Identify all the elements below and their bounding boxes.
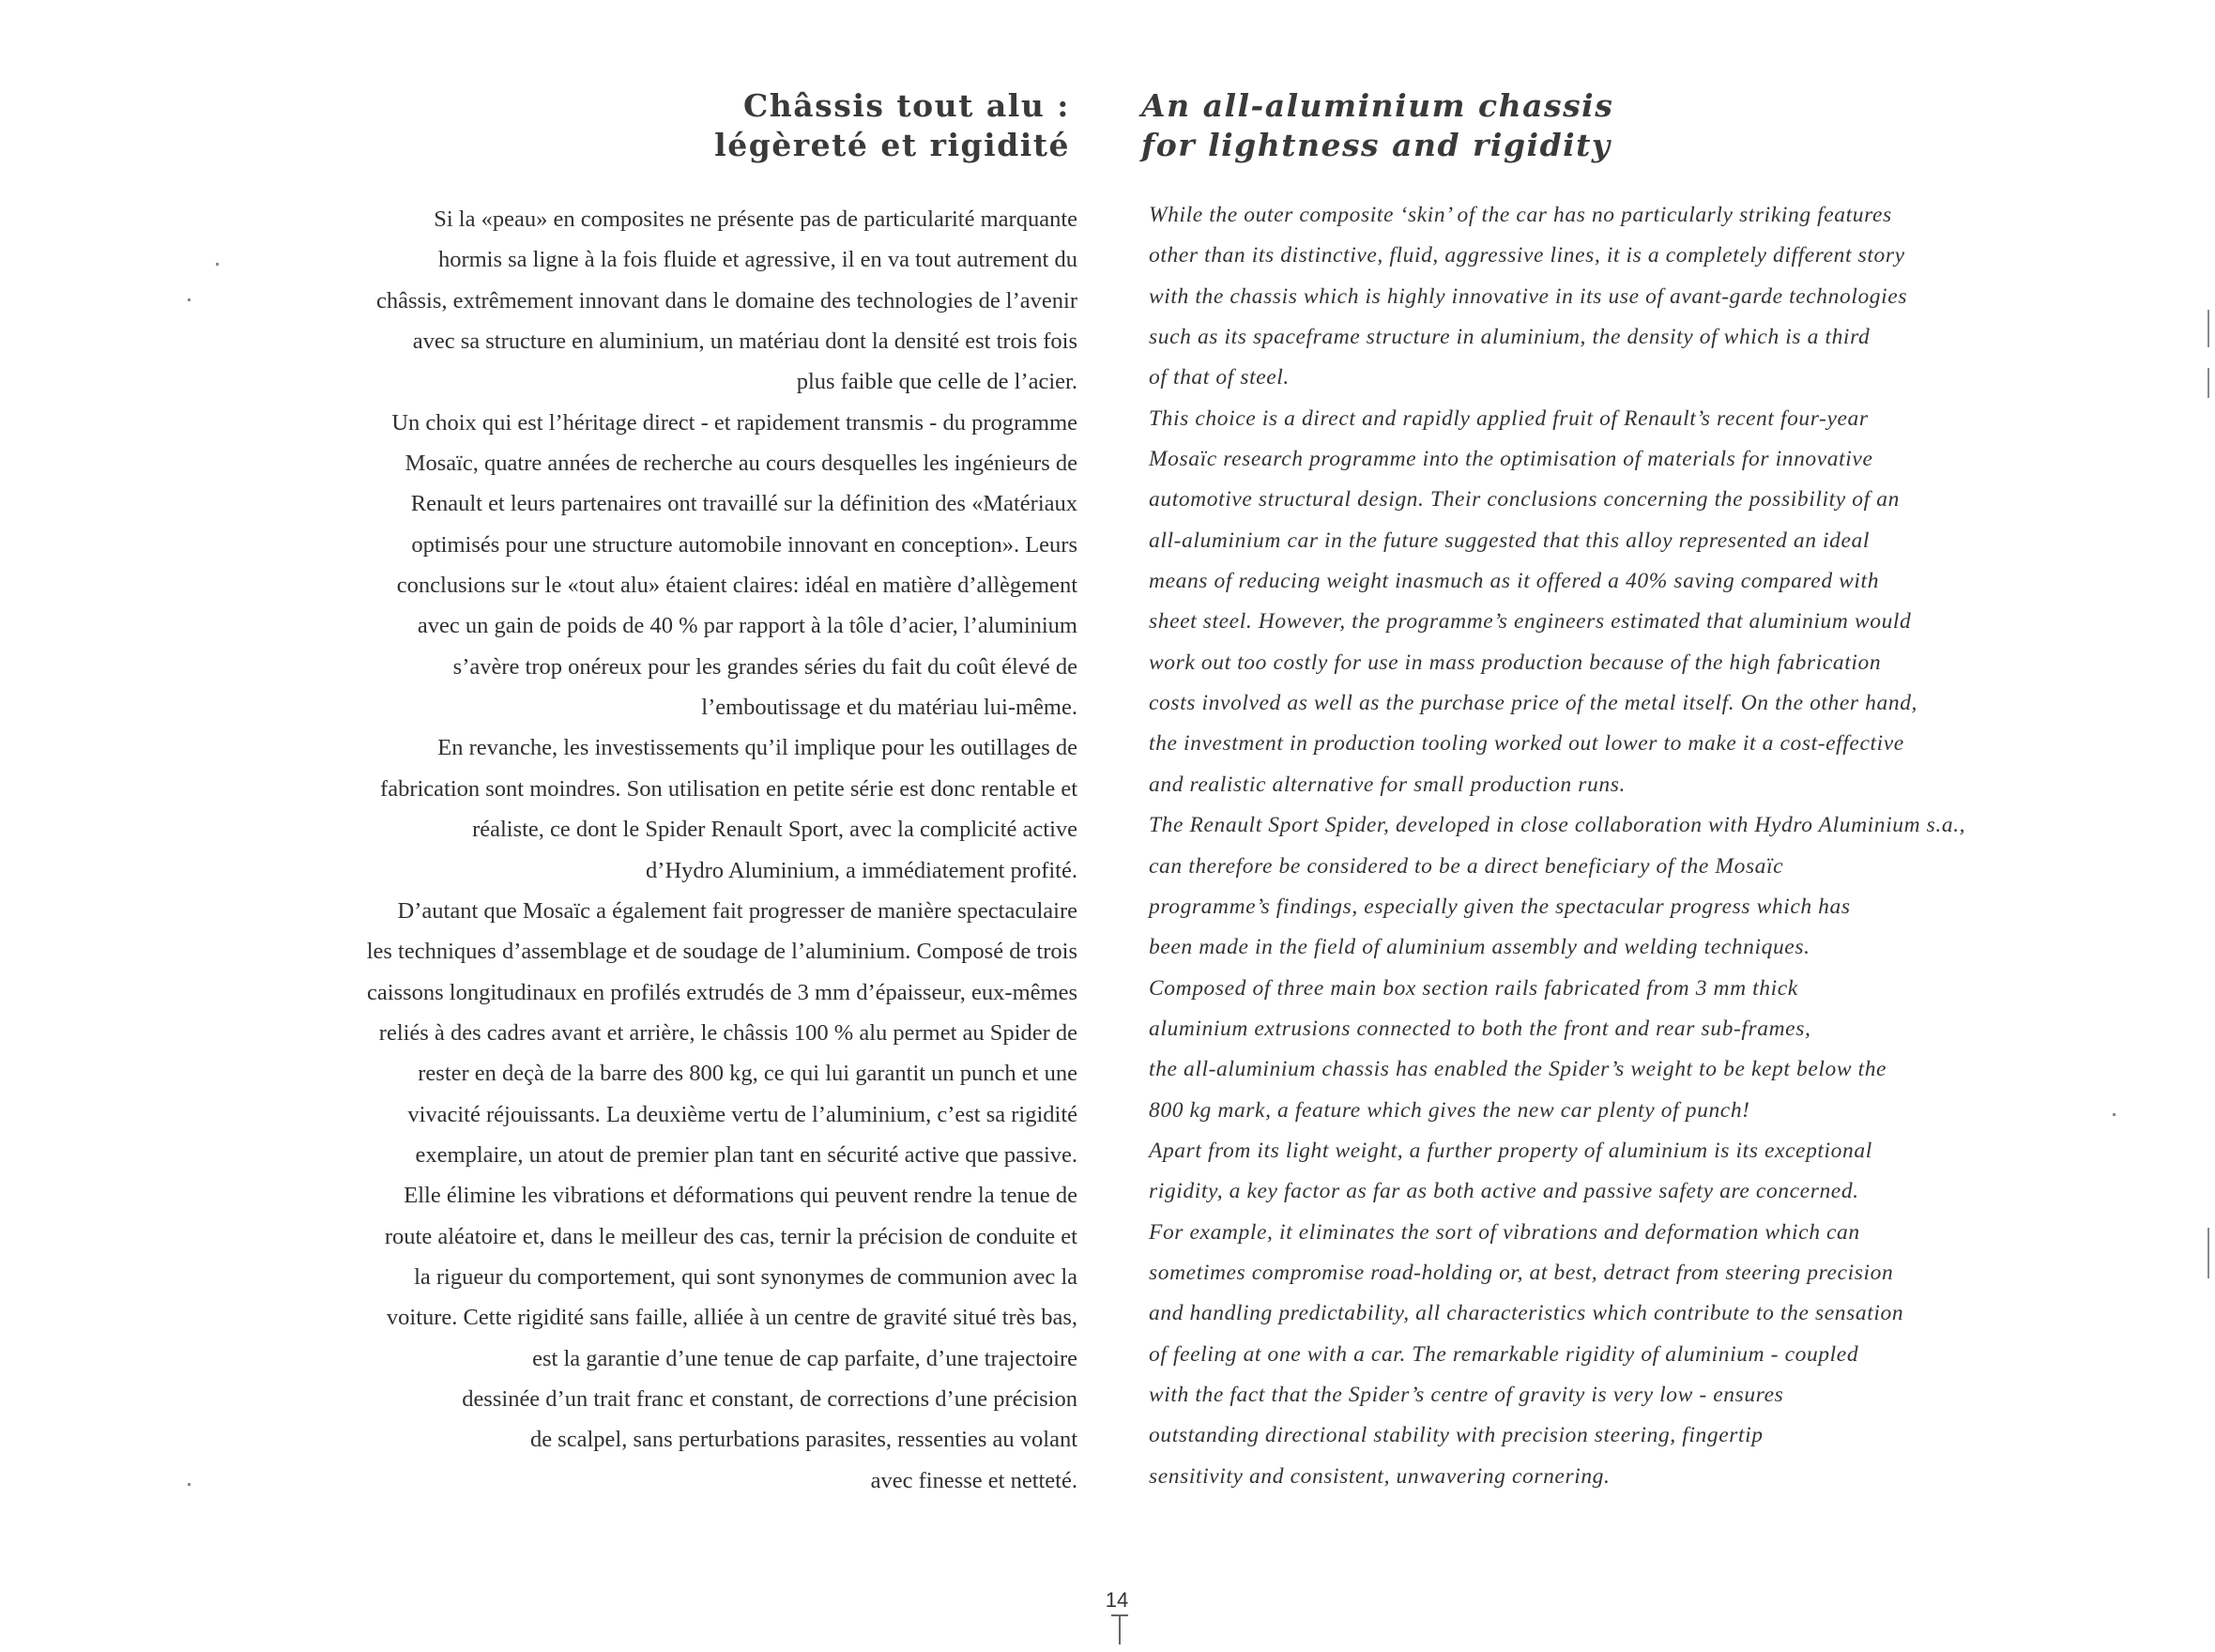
english-heading <box>1141 86 1798 165</box>
french-text-line: voiture. Cette rigidité sans faille, alliée à un centre de gravité situé très bas, <box>386 1305 1077 1331</box>
french-text-line: hormis sa ligne à la fois fluide et agressive, il en va tout autrement du <box>437 247 1077 273</box>
french-text-line: caissons longitudinaux en profilés extrudés de 3 mm d’épaisseur, eux-mêmes <box>367 979 1077 1005</box>
english-text-line: means of reducing weight inasmuch as it offered a 40% saving compared with <box>1149 569 1880 594</box>
french-text-line: conclusions sur le «tout alu» étaient claires: idéal en matière d’allègement <box>396 573 1077 599</box>
french-text-line: route aléatoire et, dans le meilleur des cas, ternir la précision de conduite et <box>384 1223 1077 1249</box>
english-text-line: Mosaïc research programme into the optimisation of materials for innovative <box>1149 447 1873 472</box>
english-heading-line-1: An all-aluminium chassis <box>1141 87 1614 124</box>
english-text-line: with the chassis which is highly innovative in its use of avant-garde technologies <box>1149 283 1908 309</box>
english-text-line: of that of steel. <box>1149 365 1290 390</box>
french-text-line: dessinée d’un trait franc et constant, de corrections d’une précision <box>462 1385 1077 1412</box>
french-heading-line-1: Châssis tout alu : <box>743 87 1070 124</box>
english-text-line: all-aluminium car in the future suggested that this alloy represented an ideal <box>1149 528 1871 553</box>
english-text-line: While the outer composite ‘skin’ of the car has no particularly striking features <box>1149 203 1892 227</box>
english-text-line: and handling predictability, all characteristics which contribute to the sensation <box>1149 1301 1904 1326</box>
french-text-line: avec un gain de poids de 40 % par rapport à la tôle d’acier, l’aluminium <box>417 613 1077 639</box>
english-heading-line-2: for lightness and rigidity <box>1141 127 1612 163</box>
english-text-line: work out too costly for use in mass production because of the high fabrication <box>1149 650 1882 675</box>
english-text-line: and realistic alternative for small production runs. <box>1149 772 1626 797</box>
english-text-line: of feeling at one with a car. The remarkable rigidity of aluminium - coupled <box>1149 1341 1859 1367</box>
page-number: 14 <box>1105 1588 1129 1612</box>
english-text-line: the all-aluminium chassis has enabled the Spider’s weight to be kept below the <box>1149 1057 1887 1082</box>
english-text-line: the investment in production tooling worked out lower to make it a cost-effective <box>1149 731 1904 757</box>
french-text-line: Un choix qui est l’héritage direct - et rapidement transmis - du programme <box>391 409 1077 436</box>
french-text-line: D’autant que Mosaïc a également fait progresser de manière spectaculaire <box>397 897 1077 924</box>
french-text-line: d’Hydro Aluminium, a immédiatement profité. <box>646 857 1077 883</box>
english-text-line: outstanding directional stability with precision steering, fingertip <box>1149 1423 1764 1448</box>
french-text-line: les techniques d’assemblage et de soudage de l’aluminium. Composé de trois <box>366 939 1077 965</box>
binding-edge-mark <box>2207 1228 2209 1278</box>
english-text-line: been made in the field of aluminium assembly and welding techniques. <box>1149 935 1810 960</box>
french-text-line: est la garantie d’une tenue de cap parfaite, d’une trajectoire <box>532 1345 1077 1371</box>
french-text-line: En revanche, les investissements qu’il implique pour les outillages de <box>437 735 1077 761</box>
english-text-line: Apart from its light weight, a further property of aluminium is its exceptional <box>1149 1138 1872 1163</box>
english-text-line: sheet steel. However, the programme’s engineers estimated that aluminium would <box>1149 609 1912 635</box>
french-text-line: avec finesse et netteté. <box>870 1467 1077 1493</box>
french-body-column <box>197 199 1077 1501</box>
english-text-line: This choice is a direct and rapidly applied fruit of Renault’s recent four-year <box>1149 405 1869 431</box>
english-text-line: automotive structural design. Their conclusions concerning the possibility of an <box>1149 487 1900 512</box>
english-text-line: sensitivity and consistent, unwavering cornering. <box>1149 1463 1611 1489</box>
french-heading <box>526 86 1070 165</box>
english-text-line: costs involved as well as the purchase price of the metal itself. On the other hand, <box>1149 691 1918 716</box>
english-text-line: can therefore be considered to be a direct beneficiary of the Mosaïc <box>1149 853 1784 879</box>
french-text-line: reliés à des cadres avant et arrière, le châssis 100 % alu permet au Spider de <box>378 1019 1077 1046</box>
french-text-line: Si la «peau» en composites ne présente pas de particularité marquante <box>434 206 1077 232</box>
binding-edge-mark <box>2207 368 2209 398</box>
french-text-line: la rigueur du comportement, qui sont synonymes de communion avec la <box>414 1263 1077 1290</box>
english-text-line: The Renault Sport Spider, developed in close collaboration with Hydro Aluminium s.a., <box>1149 813 1966 838</box>
french-text-line: Mosaïc, quatre années de recherche au cours desquelles les ingénieurs de <box>405 451 1077 477</box>
french-text-line: s’avère trop onéreux pour les grandes séries du fait du coût élevé de <box>452 653 1077 680</box>
french-text-line: exemplaire, un atout de premier plan tant en sécurité active que passive. <box>415 1141 1077 1168</box>
french-text-line: rester en deçà de la barre des 800 kg, ce qui lui garantit un punch et une <box>418 1061 1077 1087</box>
english-text-line: such as its spaceframe structure in aluminium, the density of which is a third <box>1149 325 1871 350</box>
folio-mark <box>1119 1614 1121 1644</box>
french-text-line: Renault et leurs partenaires ont travaillé sur la définition des «Matériaux <box>410 491 1077 517</box>
english-text-line: other than its distinctive, fluid, aggressive lines, it is a completely different story <box>1149 243 1905 268</box>
scan-speck <box>188 298 191 301</box>
scan-speck <box>216 263 219 266</box>
french-text-line: vivacité réjouissants. La deuxième vertu de l’aluminium, c’est sa rigidité <box>407 1101 1077 1127</box>
english-text-line: rigidity, a key factor as far as both active and passive safety are concerned. <box>1149 1179 1859 1204</box>
english-body-column <box>1149 195 2012 1497</box>
french-text-line: châssis, extrêmement innovant dans le domaine des technologies de l’avenir <box>375 287 1077 314</box>
binding-edge-mark <box>2207 310 2209 347</box>
scan-speck <box>188 1483 191 1486</box>
english-text-line: For example, it eliminates the sort of vibrations and deformation which can <box>1149 1219 1860 1245</box>
english-text-line: 800 kg mark, a feature which gives the new car plenty of punch! <box>1149 1097 1750 1123</box>
french-text-line: optimisés pour une structure automobile innovant en conception». Leurs <box>411 531 1077 558</box>
english-text-line: with the fact that the Spider’s centre of gravity is very low - ensures <box>1149 1382 1784 1407</box>
english-text-line: aluminium extrusions connected to both the front and rear sub-frames, <box>1149 1016 1811 1041</box>
french-text-line: de scalpel, sans perturbations parasites, ressenties au volant <box>529 1427 1077 1453</box>
french-text-line: plus faible que celle de l’acier. <box>796 369 1077 395</box>
french-text-line: Elle élimine les vibrations et déformations qui peuvent rendre la tenue de <box>404 1183 1077 1209</box>
french-heading-line-2: légèreté et rigidité <box>714 127 1070 163</box>
english-text-line: sometimes compromise road-holding or, at best, detract from steering precision <box>1149 1260 1894 1285</box>
english-text-line: programme’s findings, especially given the spectacular progress which has <box>1149 894 1851 919</box>
english-text-line: Composed of three main box section rails fabricated from 3 mm thick <box>1149 975 1798 1001</box>
french-text-line: fabrication sont moindres. Son utilisation en petite série est donc rentable et <box>380 775 1077 802</box>
french-text-line: réaliste, ce dont le Spider Renault Sport, avec la complicité active <box>472 817 1077 843</box>
scan-speck <box>2113 1113 2116 1116</box>
french-text-line: l’emboutissage et du matériau lui-même. <box>701 695 1077 721</box>
french-text-line: avec sa structure en aluminium, un matériau dont la densité est trois fois <box>412 329 1077 355</box>
